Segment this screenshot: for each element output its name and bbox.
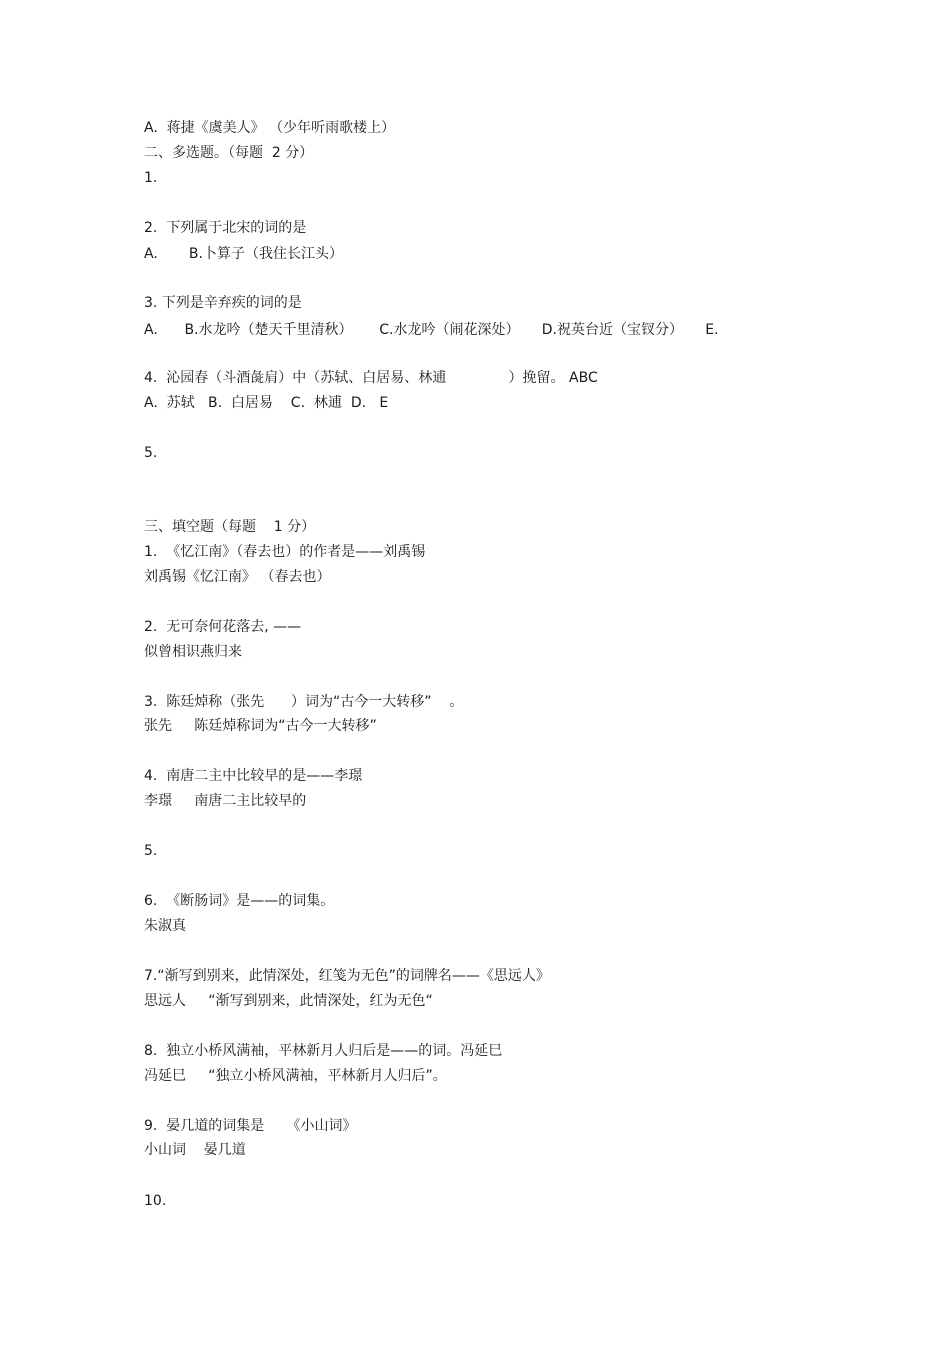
text-line: 1. [144, 170, 158, 186]
question-line: 4. 沁园春（斗酒彘肩）中（苏轼、白居易、林逋 ）挽留。 ABC [144, 370, 598, 386]
question-line: 3. 陈廷焯称（张先 ）词为“古今一大转移” 。 [144, 694, 464, 710]
text-line: 5. [144, 445, 158, 461]
answer-line: 李璟 南唐二主比较早的 [144, 793, 307, 809]
question-line: 6. 《断肠词》是——的词集。 [144, 893, 335, 909]
text-line: A. 蒋捷《虞美人》 （少年听雨歌楼上） [144, 120, 396, 136]
answer-line: 思远人 “渐写到别来，此情深处，红为无色“ [144, 993, 433, 1009]
question-line: 9. 晏几道的词集是 《小山词》 [144, 1118, 357, 1134]
question-line: 1. 《忆江南》（春去也）的作者是——刘禹锡 [144, 544, 426, 560]
question-line: 7.“渐写到别来，此情深处，红笺为无色”的词牌名——《思远人》 [144, 968, 550, 984]
answer-line: 刘禹锡《忆江南》 （春去也） [144, 569, 331, 585]
question-line: 3. 下列是辛弃疾的词的是 [144, 295, 302, 311]
options-line: A. 苏轼 B. 白居易 C. 林逋 D. E [144, 395, 389, 411]
question-line: 2. 无可奈何花落去, —— [144, 619, 302, 635]
options-line: A. B.卜算子（我住长江头） [144, 246, 343, 262]
question-line: 8. 独立小桥风满袖，平林新月人归后是——的词。冯延巳 [144, 1043, 503, 1059]
answer-line: 朱淑真 [144, 918, 186, 934]
section-heading: 二、多选题。（每题 2 分） [144, 145, 314, 161]
answer-line: 张先 陈廷焯称词为“古今一大转移” [144, 718, 377, 734]
question-line: 2. 下列属于北宋的词的是 [144, 220, 307, 236]
answer-line: 冯延巳 “独立小桥风满袖，平林新月人归后”。 [144, 1068, 447, 1084]
question-line: 4. 南唐二主中比较早的是——李璟 [144, 768, 363, 784]
answer-line: 小山词 晏几道 [144, 1142, 246, 1158]
section-heading: 三、填空题（每题 1 分） [144, 519, 316, 535]
text-line: 10. [144, 1193, 167, 1209]
answer-line: 似曾相识燕归来 [144, 644, 242, 660]
text-line: 5. [144, 843, 158, 859]
options-line: A. B.水龙吟（楚天千里清秋） C.水龙吟（闹花深处） D.祝英台近（宝钗分） E. [144, 322, 719, 338]
